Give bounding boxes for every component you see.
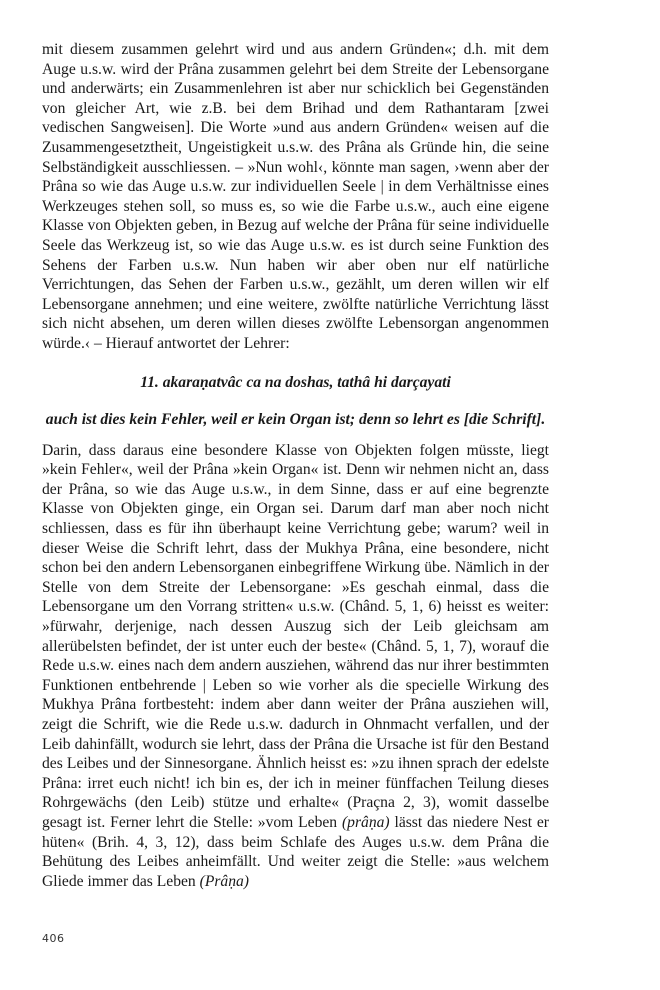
body-paragraph: mit diesem zusammen gelehrt wird und aus andern Gründen«; d.h. mit dem Auge u.s.w. wird der Prâna zusammen gelehrt bei dem Streite der Lebensorgane und anderwärts; ein Zusammenlehren ist aber nur schicklich bei Gegenständen von gleicher Art, wie z.B. bei dem Brihad und dem Rathantaram [zwei vedischen Sangweisen]. Die Worte »und aus andern Gründen« weisen auf die Zusammengesetztheit, Ungeistigkeit u.s.w. des Prâna als Gründe hin, die seine Selbständigkeit ausschliessen. – »Nun wohl‹, könnte man sagen, ›wenn aber der Prâna so wie das Auge u.s.w. zur individuellen Seele | in dem Verhältnisse eines Werkzeuges stehen soll, so muss es, so wie die Farbe u.s.w., auch eine eigene Klasse von Objekten geben, in Bezug auf welche der Prâna für seine individuelle Seele das Werkzeug ist, so wie das Auge u.s.w. es ist durch seine Funktion des Sehens der Farben u.s.w. Nun haben wir aber oben nur elf natürliche Verrichtungen, das Sehen der Farben u.s.w., gezählt, um deren willen wir elf Lebensorgane annehmen; und eine weitere, zwölfte natürliche Verrichtung lässt sich nicht absehen, um deren willen dieses zwölfte Lebensorgan angenommen würde.‹ – Hierauf antwortet der Lehrer: [42,41,549,352]
sutra-heading: 11. akaraṇatvâc ca na doshas, tathâ hi darçayati [140,373,451,391]
page-body [42,40,549,891]
commentary-paragraph [42,441,549,892]
sutra-translation: auch ist dies kein Fehler, weil er kein Organ ist; denn so lehrt es [die Schrift]. [45,411,546,429]
page-number: 406 [42,932,65,945]
italic-term: (Prâṇa) [199,872,249,890]
commentary-text-continued: lässt das niedere Nest er hüten« (Brih. 4, 3, 12), dass beim Schlafe des Auges u.s.w. dem Prâna die Behütung des Leibes anheimfällt. Und weiter zeigt die Stelle: »aus welchem Gliede immer das Leben [42,813,549,890]
italic-term: (prâṇa) [341,813,390,831]
commentary-text: Darin, dass daraus eine besondere Klasse von Objekten folgen müsste, liegt »kein Fehler«, weil der Prâna »kein Organ« ist. Denn wir nehmen nicht an, dass der Prâna, so wie das Auge u.s.w., in dem Sinne, dass er auf eine begrenzte Klasse von Objekten ginge, ein Organ sei. Darum darf man aber noch nicht schliessen, dass es für ihn überhaupt keine Verrichtung gebe; warum? weil in dieser Weise die Schrift lehrt, dass der Mukhya Prâna, eine besondere, nicht schon bei den andern Lebensorganen einbegriffene Wirkung übe. Nämlich in der Stelle von dem Streite der Lebensorgane: »Es geschah einmal, dass die Lebensorgane um den Vorrang stritten« u.s.w. (Chând. 5, 1, 6) heisst es weiter: »fürwahr, derjenige, nach dessen Auszug sich der Leib gleichsam am allerübelsten befindet, der ist unter euch der beste« (Chând. 5, 1, 7), worauf die Rede u.s.w. eines nach dem andern ausziehen, während das nur ihrer bestimmten Funktionen entbehrende | Leben so wie vorher als die specielle Wirkung des Mukhya Prâna fortbesteht: indem aber dann weiter der Prâna ausziehen will, zeigt die Schrift, wie die Rede u.s.w. dadurch in Ohnmacht verfallen, und der Leib dahinfällt, wodurch sie lehrt, dass der Prâna die Ursache ist für den Bestand des Leibes und der Sinnesorgane. Ähnlich heisst es: »zu ihnen sprach der edelste Prâna: irret euch nicht! ich bin es, der ich in meiner fünffachen Teilung dieses Rohrgewächs (den Leib) stütze und erhalte« (Praçna 2, 3), womit dasselbe gesagt ist. Ferner lehrt die Stelle: »vom Leben [42,441,549,831]
